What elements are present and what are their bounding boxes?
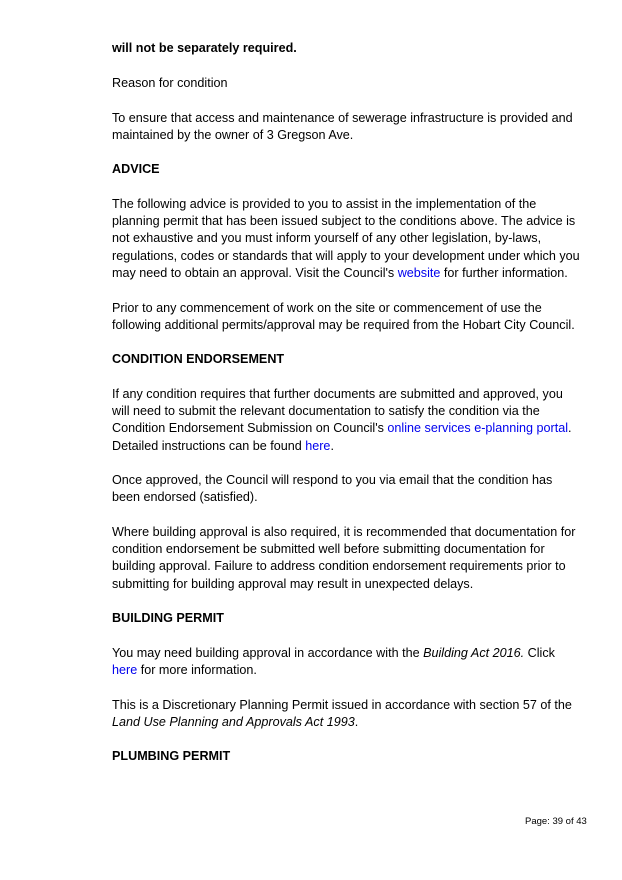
condition-paragraph-1 [112, 386, 582, 455]
website-link[interactable]: website [397, 265, 441, 280]
advice-heading: ADVICE [112, 162, 160, 176]
condition-p1-end: . [330, 438, 334, 453]
building-paragraph-2 [112, 697, 582, 731]
page-number: Page: 39 of 43 [525, 816, 587, 827]
building-p1-end: for more information. [137, 663, 257, 678]
condition-endorsement-heading: CONDITION ENDORSEMENT [112, 352, 285, 366]
condition-paragraph-2: Once approved, the Council will respond to you via email that the condition has been endorsed (satisfied). [112, 473, 553, 505]
building-here-link[interactable]: here [112, 663, 138, 678]
building-p1-text: You may need building approval in accordance with the [112, 646, 424, 660]
building-act-title: Building Act 2016. [423, 646, 525, 660]
land-use-act-title: Land Use Planning and Approvals Act 1993 [112, 715, 355, 730]
advice-p1-after: for further information. [440, 265, 568, 280]
condition-paragraph-3: Where building approval is also required, it is recommended that documentation for condition endorsement be submitted well before submitting documentation for building approval. Failure to address condition endorsement requirements prior to submitting for building approval may result in unexpected delays. [112, 525, 576, 591]
building-paragraph-1 [112, 645, 582, 679]
reason-heading: Reason for condition [112, 76, 228, 90]
building-p1-after: Click [524, 646, 555, 660]
building-p2-text: This is a Discretionary Planning Permit issued in accordance with section 57 of the [112, 698, 572, 712]
e-planning-portal-link[interactable]: online services e-planning portal [387, 421, 569, 436]
intro-bold-text: will not be separately required. [112, 41, 297, 55]
advice-paragraph-1 [112, 196, 582, 282]
advice-paragraph-2: Prior to any commencement of work on the site or commencement of use the following additional permits/approval may be required from the Hobart City Council. [112, 301, 575, 333]
plumbing-permit-heading: PLUMBING PERMIT [112, 749, 231, 763]
building-p2-end: . [354, 715, 359, 730]
building-permit-heading: BUILDING PERMIT [112, 611, 224, 625]
condition-p1-text: If any condition requires that further documents are submitted and approved, you will need to submit the relevant documentation to satisfy the condition via the Condition Endorsement Submission on Council's [112, 387, 563, 436]
reason-text: To ensure that access and maintenance of sewerage infrastructure is provided and maintained by the owner of 3 Gregson Ave. [112, 111, 573, 143]
advice-p1-text: The following advice is provided to you to assist in the implementation of the planning permit that has been issued subject to the conditions above. The advice is not exhaustive and you must inform yourself of any other legislation, by-laws, regulations, codes or standards that will apply to your development under which you may need to obtain an approval. Visit the Council's [112, 197, 580, 280]
condition-p1-mid: . Detailed instructions can be found [112, 421, 572, 453]
instructions-here-link[interactable]: here [305, 438, 331, 453]
